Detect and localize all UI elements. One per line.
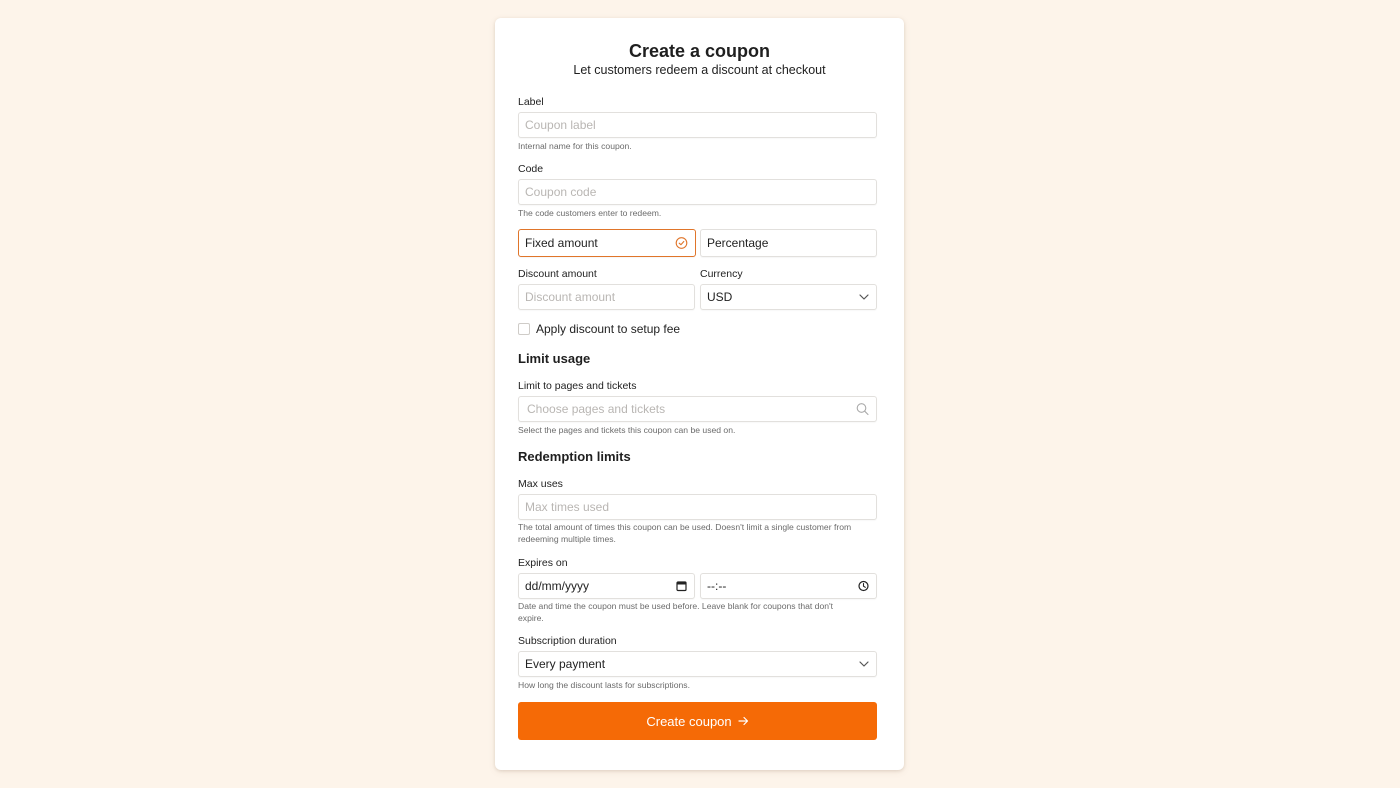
subscription-duration-value: Every payment bbox=[525, 657, 606, 671]
page-title: Create a coupon bbox=[628, 41, 771, 61]
pages-tickets-search-input[interactable] bbox=[518, 396, 877, 422]
expires-help-line-1: Date and time the coupon must be used before. Leave blank for coupons that don't bbox=[518, 601, 834, 611]
label-field-label: Label bbox=[518, 96, 544, 108]
discount-amount-input[interactable]: Discount amount bbox=[518, 284, 695, 310]
max-uses-help-line-1: The total amount of times this coupon can be used. Doesn't limit a single customer from bbox=[518, 522, 852, 532]
pages-tickets-label: Limit to pages and tickets bbox=[518, 380, 637, 392]
currency-value: USD bbox=[707, 290, 733, 304]
percentage-label: Percentage bbox=[707, 236, 769, 250]
subscription-duration-label: Subscription duration bbox=[518, 635, 617, 647]
expiry-time-input[interactable] bbox=[700, 573, 877, 599]
pages-tickets-help: Select the pages and tickets this coupon can be used on. bbox=[518, 425, 736, 435]
max-uses-help bbox=[518, 522, 878, 545]
discount-amount-label: Discount amount bbox=[518, 268, 597, 280]
pages-tickets-placeholder: Choose pages and tickets bbox=[527, 402, 666, 416]
coupon-label-input[interactable]: Coupon label bbox=[518, 112, 877, 138]
calendar-icon[interactable] bbox=[676, 581, 687, 592]
check-circle-icon bbox=[675, 237, 688, 250]
create-coupon-button[interactable] bbox=[518, 702, 877, 740]
chevron-down-icon bbox=[859, 294, 869, 300]
subscription-duration-help: How long the discount lasts for subscriptions. bbox=[518, 680, 690, 690]
limit-usage-heading: Limit usage bbox=[518, 351, 591, 366]
code-help: The code customers enter to redeem. bbox=[518, 208, 662, 218]
label-help: Internal name for this coupon. bbox=[518, 141, 632, 151]
expires-help bbox=[518, 601, 878, 624]
setup-fee-checkbox-row[interactable] bbox=[518, 322, 680, 336]
max-uses-label: Max uses bbox=[518, 478, 563, 490]
fixed-amount-option[interactable] bbox=[518, 229, 696, 257]
percentage-option[interactable] bbox=[700, 229, 877, 257]
time-placeholder: --:-- bbox=[707, 579, 727, 593]
max-uses-help-line-2: redeeming multiple times. bbox=[518, 533, 616, 544]
clock-icon[interactable] bbox=[858, 581, 869, 592]
create-coupon-card bbox=[495, 18, 904, 770]
coupon-code-input[interactable]: Coupon code bbox=[518, 179, 877, 205]
currency-select[interactable] bbox=[700, 284, 877, 310]
code-field-label: Code bbox=[518, 163, 544, 175]
create-coupon-label: Create coupon bbox=[646, 713, 732, 729]
fixed-amount-label: Fixed amount bbox=[525, 236, 598, 250]
expires-help-line-2: expire. bbox=[518, 612, 544, 623]
setup-fee-checkbox[interactable] bbox=[518, 323, 530, 335]
search-icon bbox=[856, 403, 869, 416]
arrow-right-icon bbox=[738, 714, 749, 729]
max-uses-input[interactable]: Max times used bbox=[518, 494, 877, 520]
currency-label: Currency bbox=[700, 268, 743, 280]
redemption-limits-heading: Redemption limits bbox=[518, 449, 631, 464]
subscription-duration-select[interactable] bbox=[518, 651, 877, 677]
expiry-date-input[interactable] bbox=[518, 573, 695, 599]
setup-fee-label: Apply discount to setup fee bbox=[536, 322, 681, 336]
page-subtitle: Let customers redeem a discount at checkout bbox=[573, 63, 826, 77]
chevron-down-icon bbox=[859, 661, 869, 667]
date-placeholder: dd/mm/yyyy bbox=[525, 579, 590, 593]
expires-on-label: Expires on bbox=[518, 557, 568, 569]
